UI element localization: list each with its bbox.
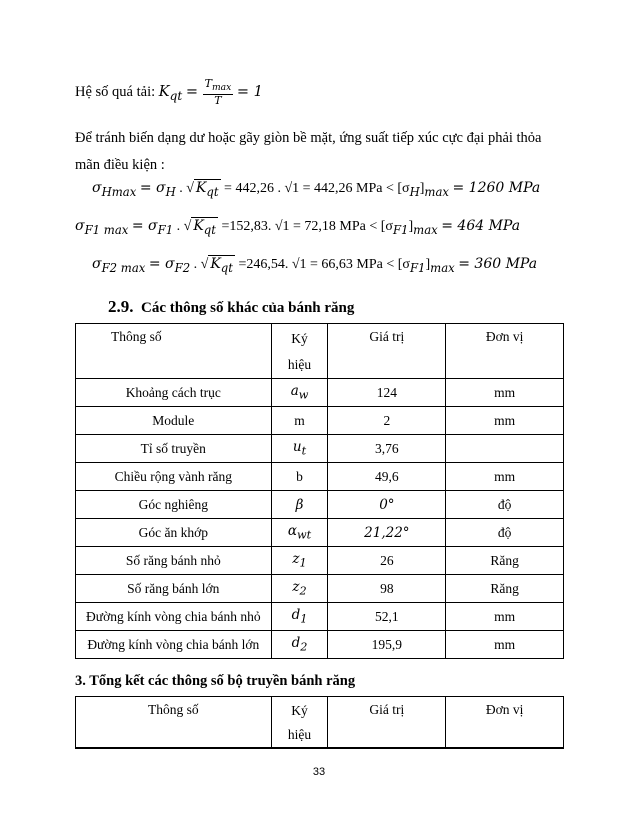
- parameter-name: Số răng bánh nhỏ: [76, 547, 272, 575]
- header-symbol-line2: hiệu: [287, 727, 312, 742]
- denominator: T: [214, 94, 222, 108]
- table-header-row: [76, 324, 564, 379]
- header-value: Giá trị: [328, 697, 446, 749]
- section-2-9-heading: [108, 297, 354, 317]
- parameter-value: 52,1: [328, 603, 446, 631]
- eq-mid-sub: F1: [157, 222, 174, 237]
- eq-k: K: [210, 256, 221, 272]
- k-subscript: qt: [169, 88, 183, 103]
- parameter-symbol: [271, 407, 328, 435]
- parameter-unit: [446, 435, 564, 463]
- eq-lhs-sub: F1 max: [84, 222, 129, 237]
- eq-max-sub: max: [424, 184, 449, 199]
- symbol-base: β: [295, 496, 304, 513]
- header-symbol: [271, 697, 328, 749]
- numerator-subscript: max: [211, 82, 232, 94]
- parameter-unit: mm: [446, 407, 564, 435]
- eq-mid-sub: H: [165, 184, 176, 199]
- formula-prefix: Hệ số quá tải:: [75, 83, 159, 100]
- parameter-unit: độ: [446, 491, 564, 519]
- parameter-name: Module: [76, 407, 272, 435]
- parameter-symbol: [271, 379, 328, 407]
- table-row: [76, 463, 564, 491]
- eq-rhs: = 464 MPa: [441, 218, 521, 234]
- overload-factor-formula: Hệ số quá tải: $K_{qt}$ = $\frac{T_{max}}{T}$ = 1: [75, 77, 263, 108]
- eq-bracket: ]: [425, 257, 431, 272]
- parameter-symbol: [271, 575, 328, 603]
- symbol-base: α: [287, 523, 298, 540]
- header-unit: Đơn vị: [446, 324, 564, 379]
- eq-limit-sub: H: [409, 184, 420, 199]
- parameter-name: Đường kính vòng chia bánh nhỏ: [76, 603, 272, 631]
- symbol-base: d: [291, 635, 301, 652]
- parameter-name: Đường kính vòng chia bánh lớn: [76, 631, 272, 659]
- table-row: [76, 547, 564, 575]
- header-symbol-line1: Ký: [291, 331, 308, 346]
- k-symbol: K: [158, 83, 170, 100]
- eq-lhs-sub: F2 max: [101, 260, 146, 275]
- eq-k-sub: qt: [206, 184, 219, 199]
- parameter-value: 21,22°: [328, 519, 446, 547]
- parameter-symbol: [271, 603, 328, 631]
- parameter-value: 98: [328, 575, 446, 603]
- parameter-value: 0°: [328, 491, 446, 519]
- eq-rhs: = 1260 MPa: [452, 180, 541, 196]
- eq-value: =152,83. √1 = 72,18 MPa < [σ: [221, 219, 393, 234]
- symbol-base: z: [292, 579, 300, 596]
- eq-value: =246,54. √1 = 66,63 MPa < [σ: [238, 257, 410, 272]
- symbol-base: z: [292, 551, 300, 568]
- parameter-unit: Răng: [446, 575, 564, 603]
- eq-k-sub: qt: [203, 222, 216, 237]
- table-row: [76, 631, 564, 659]
- bending-stress-1-equation: $\sigma_{F1 max} = \sigma_{F1}$ . √ $K_{qt} =152,83$. √1 = 72,18 MPa < $[\sigma_{F1}]_{max} = 464$ MPa: [75, 218, 521, 237]
- parameter-unit: độ: [446, 519, 564, 547]
- header-symbol: [271, 324, 328, 379]
- symbol-subscript: 1: [300, 612, 308, 626]
- summary-table: [75, 696, 564, 749]
- header-value: Giá trị: [328, 324, 446, 379]
- table-row: [76, 407, 564, 435]
- paragraph-line-1: Để tránh biến dạng dư hoặc gãy giòn bề mặt, ứng suất tiếp xúc cực đại phải thỏa: [75, 130, 542, 146]
- parameter-value: 195,9: [328, 631, 446, 659]
- parameter-name: Góc ăn khớp: [76, 519, 272, 547]
- eq-k: K: [195, 180, 207, 196]
- eq-limit-sub: F1: [409, 260, 426, 275]
- eq-bracket: ]: [419, 181, 425, 196]
- parameter-name: Chiều rộng vành răng: [76, 463, 272, 491]
- parameter-unit: mm: [446, 463, 564, 491]
- symbol-subscript: 1: [299, 556, 307, 570]
- eq-lhs: σ: [75, 218, 85, 234]
- parameter-value: 49,6: [328, 463, 446, 491]
- header-parameter: Thông số: [76, 324, 272, 379]
- eq-lhs: σ: [92, 256, 102, 272]
- eq-mid: σ: [165, 256, 175, 272]
- symbol-base: u: [292, 439, 302, 456]
- parameter-value: 26: [328, 547, 446, 575]
- parameter-unit: mm: [446, 631, 564, 659]
- formula-result: = 1: [236, 83, 263, 100]
- table-header-row: [76, 697, 564, 749]
- eq-k-sub: qt: [220, 260, 233, 275]
- table-row: [76, 575, 564, 603]
- parameter-value: 3,76: [328, 435, 446, 463]
- eq-limit-sub: F1: [392, 222, 409, 237]
- contact-stress-equation: $\sigma_{Hmax} = \sigma_H$ . √ $K_{qt} = 442,26$ . √1 = 442,26 MPa < $[\sigma_H]_{max} = 1260$ MPa: [92, 180, 541, 199]
- parameter-unit: mm: [446, 603, 564, 631]
- parameter-unit: mm: [446, 379, 564, 407]
- eq-max-sub: max: [413, 222, 438, 237]
- parameter-name: Khoảng cách trục: [76, 379, 272, 407]
- eq-mid: σ: [156, 180, 166, 196]
- table-row: [76, 435, 564, 463]
- eq-k: K: [193, 218, 204, 234]
- paragraph-line-2: mãn điều kiện :: [75, 157, 165, 173]
- parameter-unit: Răng: [446, 547, 564, 575]
- fraction: [203, 78, 234, 107]
- table-row: [76, 491, 564, 519]
- eq-bracket: ]: [408, 219, 414, 234]
- numerator: T: [204, 77, 212, 90]
- table-row: [76, 379, 564, 407]
- parameter-value: 2: [328, 407, 446, 435]
- parameter-symbol: [271, 463, 328, 491]
- eq-lhs-sub: Hmax: [101, 184, 137, 199]
- parameter-symbol: [271, 491, 328, 519]
- symbol-subscript: 2: [300, 640, 308, 654]
- eq-rhs: = 360 MPa: [458, 256, 538, 272]
- eq-value: = 442,26 . √1 = 442,26 MPa < [σ: [224, 181, 410, 196]
- table-row: [76, 603, 564, 631]
- parameter-name: Tỉ số truyền: [76, 435, 272, 463]
- symbol-subscript: w: [298, 388, 309, 402]
- page-number: 33: [312, 766, 326, 778]
- header-unit: Đơn vị: [446, 697, 564, 749]
- header-symbol-line1: Ký: [291, 703, 308, 718]
- symbol-base: d: [291, 607, 301, 624]
- symbol-base: m: [294, 412, 305, 428]
- header-symbol-line2: hiệu: [287, 357, 312, 372]
- symbol-subscript: 2: [299, 584, 307, 598]
- parameter-symbol: [271, 519, 328, 547]
- eq-lhs: σ: [92, 180, 102, 196]
- symbol-base: a: [290, 383, 299, 400]
- parameter-name: Số răng bánh lớn: [76, 575, 272, 603]
- eq-mid: σ: [148, 218, 158, 234]
- section-title: Các thông số khác của bánh răng: [141, 300, 355, 316]
- bending-stress-2-equation: $\sigma_{F2 max} = \sigma_{F2}$ . √ $K_{qt} =246,54$. √1 = 66,63 MPa < $[\sigma_{F1}]_{max} = 360$ MPa: [92, 256, 538, 275]
- symbol-subscript: wt: [297, 528, 312, 542]
- symbol-base: b: [296, 468, 303, 484]
- symbol-subscript: t: [301, 444, 307, 458]
- section-3-heading: 3. Tổng kết các thông số bộ truyền bánh răng: [75, 673, 356, 689]
- parameter-name: Góc nghiêng: [76, 491, 272, 519]
- parameter-symbol: [271, 547, 328, 575]
- eq-max-sub: max: [430, 260, 455, 275]
- table-row: [76, 519, 564, 547]
- gear-parameters-table: [75, 323, 564, 659]
- section-number: 2.9.: [108, 297, 134, 316]
- eq-mid-sub: F2: [174, 260, 191, 275]
- parameter-symbol: [271, 435, 328, 463]
- parameter-value: 124: [328, 379, 446, 407]
- parameter-symbol: [271, 631, 328, 659]
- header-parameter: Thông số: [76, 697, 272, 749]
